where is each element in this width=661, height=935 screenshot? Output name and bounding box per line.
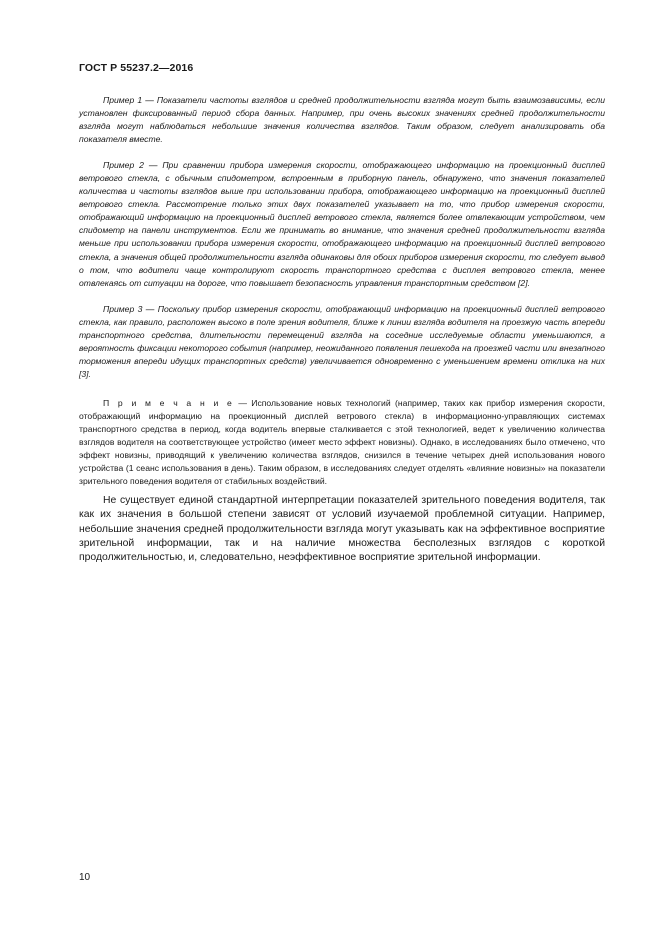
note [79,397,605,488]
note-label: П р и м е ч а н и е [103,397,234,408]
page-content [79,94,605,565]
page-number: 10 [79,872,91,883]
example-3 [79,303,605,381]
example-text: — При сравнении прибора измерения скорости, отображающего информацию на проекционный дисплей ветрового стекла, с обычным спидометром, встроенным в приборную панель, обнаружено, что значения показателей количества и частоты взглядов выше при использовании прибора, отображающего информацию на проекционный дисплей ветрового стекла. Рассмотрение только этих двух показателей указывает на то, что прибор измерения скорости, отображающий информацию на проекционный дисплей ветрового стекла, является более отвлекающим устройством, чем спидометр на панели инструментов. Если же принимать во внимание, что значения средней продолжительности взгляда меньше при использовании прибора измерения скорости, отображающего информацию на проекционный дисплей ветрового стекла, а значения общей продолжительности взгляда одинаковы для обоих приборов измерения скорости, то следует вывод о том, что водители чаще контролируют скорость транспортного средства с дисплея ветрового стекла, менее отвлекаясь от ситуации на дороге, что повышает безопасность управления транспортным средством [2]. [79,160,605,288]
body-paragraph: Не существует единой стандартной интерпретации показателей зрительного поведения водителя, так как их значения в большой степени зависят от условий изучаемой проблемной ситуации. Например, небольшие значения средней продолжительности взгляда могут указывать как на эффективное восприятие зрительной информации, так и на наличие множества бесполезных взглядов с короткой продолжительностью, и, следовательно, неэффективное восприятие зрительной информации. [79,495,605,564]
example-label: Пример 1 [103,95,143,105]
example-text: — Показатели частоты взглядов и средней продолжительности взгляда могут быть взаимозависимы, если установлен фиксированный период сбора данных. Например, при очень высоких значениях средней продолжительности взгляда могут наблюдаться небольшие значения количества взглядов. Таким образом, следует анализировать оба показателя вместе. [79,95,605,145]
example-label: Пример 2 [103,160,144,171]
document-header: ГОСТ Р 55237.2—2016 [79,62,194,74]
example-2 [79,159,605,289]
example-1 [79,94,605,146]
example-label: Пример 3 [103,303,143,314]
example-text: — Поскольку прибор измерения скорости, отображающий информацию на проекционный дисплей ветрового стекла, как правило, расположен высоко в поле зрения водителя, ближе к линии взгляда водителя на проезжую часть впереди транспортного средства, длительности перемещений взгляда на соседние исследуемые области уменьшаются, а вероятность фиксации некоторого события (например, неожиданного появления пешехода на проезжей части или внезапного торможения впереди идущих транспортных средств) увеличивается одновременно с уменьшением времени отклика на них [3]. [79,303,606,379]
note-text: — Использование новых технологий (например, таких как прибор измерения скорости, отображающий информацию на проекционный дисплей ветрового стекла) в информационно-управляющих системах транспортного средства в период, когда водитель впервые сталкивается с этой технологией, ведет к увеличению количества взглядов водителя на соответствующее устройство (имеет место эффект новизны). Однако, в исследованиях было отмечено, что эффект новизны, приводящий к увеличению количества взглядов, снизился в течение четырех дней использования нового устройства (1 сеанс использования в день). Таким образом, в исследованиях следует отделять «влияние новизны» на показатели зрительного поведения водителя от стабильных воздействий. [79,397,605,487]
